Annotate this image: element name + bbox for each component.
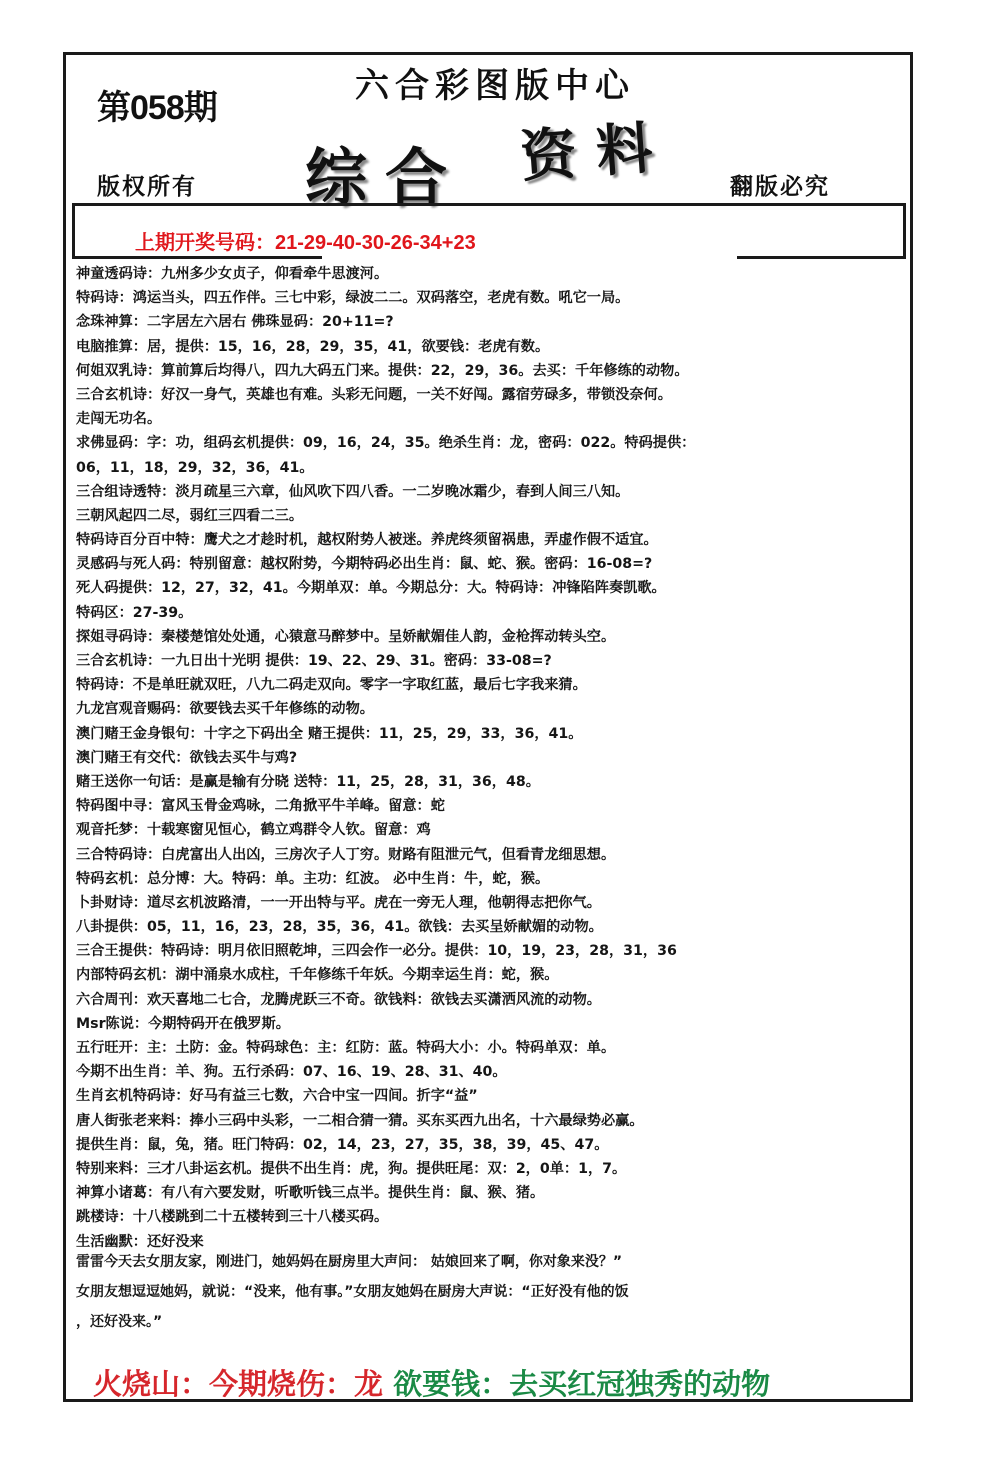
content-line: 卜卦财诗：道尽玄机波路清，一一开出特与平。虎在一旁无人理，他朝得志把你气。 xyxy=(76,894,601,911)
content-line: 五行旺开：主：土防：金。特码球色：主：红防：蓝。特码大小：小。特码单双：单。 xyxy=(76,1040,616,1056)
content-line: 观音托梦：十载寒窗见恒心，鹤立鸡群令人钦。留意：鸡 xyxy=(76,822,431,839)
joke-line-1: 雷雷今天去女朋友家，刚进门，她妈妈在厨房里大声问： 姑娘回来了啊，你对象来没？” xyxy=(76,1254,623,1270)
content-line: 今期不出生肖：羊、狗。五行杀码：07、16、19、28、31、40。 xyxy=(76,1064,507,1081)
content-line: 探姐寻码诗：秦楼楚馆处处通，心猿意马醉梦中。呈娇献媚佳人韵，金枪挥动转头空。 xyxy=(76,628,616,645)
content-line: 内部特码玄机：湖中涌泉水成柱，千年修练千年妖。今期幸运生肖：蛇，猴。 xyxy=(76,967,559,984)
content-line: 神算小诸葛：有八有六要发财，听歌听钱三点半。提供生肖：鼠、猴、猪。 xyxy=(76,1185,545,1202)
content-line: 求佛显码：字：功，组码玄机提供：09，16，24，35。绝杀生肖：龙，密码：022。特码提供： xyxy=(76,435,696,452)
content-line: 神童透码诗：九州多少女贞子，仰看牵牛思渡河。 xyxy=(76,266,389,282)
joke-line-3: ，还好没来。” xyxy=(76,1314,163,1330)
content-line: 特码玄机：总分博：大。特码：单。主功：红波。 必中生肖：牛，蛇，猴。 xyxy=(76,870,550,887)
last-draw-label: 上期开奖号码： xyxy=(135,232,275,254)
issue-number: 第058期 xyxy=(97,89,217,127)
footer-banner xyxy=(93,1362,770,1403)
content-line: 三合玄机诗：一九日出十光明 提供：19、22、29、31。密码：33-08=? xyxy=(76,653,552,669)
copyright-left: 版权所有 xyxy=(97,174,197,200)
main-title-left: 综合 xyxy=(305,141,466,214)
content-line: 澳门赌王有交代：欲钱去买牛与鸡? xyxy=(76,749,298,766)
content-line: 念珠神算：二字居左六居右 佛珠显码：20+11=? xyxy=(76,314,394,331)
main-title-right: 资料 xyxy=(518,113,675,191)
divider xyxy=(72,256,322,259)
publisher-title: 六合彩图版中心 xyxy=(355,66,635,106)
content-line: 电脑推算：居，提供：15，16，28，29，35，41，欲要钱：老虎有数。 xyxy=(76,338,550,355)
content-line: 八卦提供：05，11，16，23，28，35，36，41。欲钱：去买呈娇献媚的动物。 xyxy=(76,919,603,936)
content-line: 三合组诗透特：淡月疏星三六章，仙风吹下四八香。一二岁晚冰霜少，春到人间三八知。 xyxy=(76,483,630,500)
content-line: 三朝风起四二尽，弱红三四看二三。 xyxy=(76,507,304,524)
footer-red-text: 火烧山：今期烧伤：龙 xyxy=(93,1367,394,1401)
content-line: 生肖玄机特码诗：好马有益三七数，六合中宝一四间。折字“益” xyxy=(76,1088,478,1105)
content-line: 生活幽默：还好没来 xyxy=(76,1233,204,1250)
content-line: 死人码提供：12，27，32，41。今期单双：单。今期总分：大。特码诗：冲锋陷阵奏凯歌。 xyxy=(76,580,666,597)
content-line: 灵感码与死人码：特别留意：越权附势，今期特码必出生肖：鼠、蛇、猴。密码：16-08=? xyxy=(76,556,653,573)
footer-green-text: 欲要钱：去买红冠独秀的动物 xyxy=(393,1367,771,1401)
content-line: 06，11，18，29，32，36，41。 xyxy=(76,459,314,476)
content-line: 特码诗百分百中特：鹰犬之才趁时机，越权附势人被迷。养虎终须留祸患，弄虚作假不适宜。 xyxy=(76,532,658,549)
last-draw-result xyxy=(135,226,476,255)
content-line: 六合周刊：欢天喜地二七合，龙腾虎跃三不奇。欲钱料：欲钱去买潇洒风流的动物。 xyxy=(76,991,601,1008)
content-line: 三合特码诗：白虎富出人出凶，三房次子人丁穷。财路有阻泄元气，但看青龙细思想。 xyxy=(76,846,616,863)
content-line: Msr陈说：今期特码开在俄罗斯。 xyxy=(76,1015,290,1032)
content-line: 赌王送你一句话：是赢是输有分晓 送特：11，25，28，31，36，48。 xyxy=(76,773,540,790)
content-line: 特别来料：三才八卦运玄机。提供不出生肖：虎，狗。提供旺尾：双：2，0单：1，7。 xyxy=(76,1160,627,1177)
content-line: 跳楼诗：十八楼跳到二十五楼转到三十八楼买码。 xyxy=(76,1209,389,1226)
last-draw-numbers: 21-29-40-30-26-34+23 xyxy=(275,232,476,254)
content-line: 三合玄机诗：好汉一身气，英雄也有难。头彩无问题，一关不好闯。露宿劳碌多，带锁没奈何。 xyxy=(76,386,672,403)
content-line: 何姐双乳诗：算前算后均得八，四九大码五门来。提供：22，29，36。去买：千年修练的动物。 xyxy=(76,362,689,379)
content-line: 提供生肖：鼠，兔，猪。旺门特码：02，14，23，27，35，38，39，45、47。 xyxy=(76,1136,609,1153)
joke-line-2: 女朋友想逗逗她妈，就说：“没来，他有事。”女朋友她妈在厨房大声说：“正好没有他的饭 xyxy=(76,1284,629,1300)
content-line: 特码诗：不是单旺就双旺，八九二码走双向。零字一字取红蓝，最后七字我来猜。 xyxy=(76,677,587,694)
content-line: 走闯无功名。 xyxy=(76,411,162,428)
content-line: 唐人街张老来料：捧小三码中头彩，一二相合猜一猜。买东买西九出名，十六最绿势必赢。 xyxy=(76,1112,644,1129)
content-line: 特码诗：鸿运当头，四五作伴。三七中彩，绿波二二。双码落空，老虎有数。吼它一局。 xyxy=(76,290,630,307)
divider xyxy=(737,256,906,259)
content-lines xyxy=(76,262,911,1254)
copyright-right: 翻版必究 xyxy=(730,174,830,200)
content-line: 九龙宫观音赐码：欲要钱去买千年修练的动物。 xyxy=(76,701,374,718)
content-line: 澳门赌王金身银句：十字之下码出全 赌王提供：11，25，29，33，36，41。 xyxy=(76,725,583,742)
content-line: 特码图中寻：富风玉骨金鸡咏，二角掀平牛羊峰。留意：蛇 xyxy=(76,798,445,815)
content-line: 特码区：27-39。 xyxy=(76,604,193,621)
content-line: 三合王提供：特码诗：明月依旧照乾坤，三四会作一必分。提供：10，19，23，28，31，36 xyxy=(76,943,677,960)
